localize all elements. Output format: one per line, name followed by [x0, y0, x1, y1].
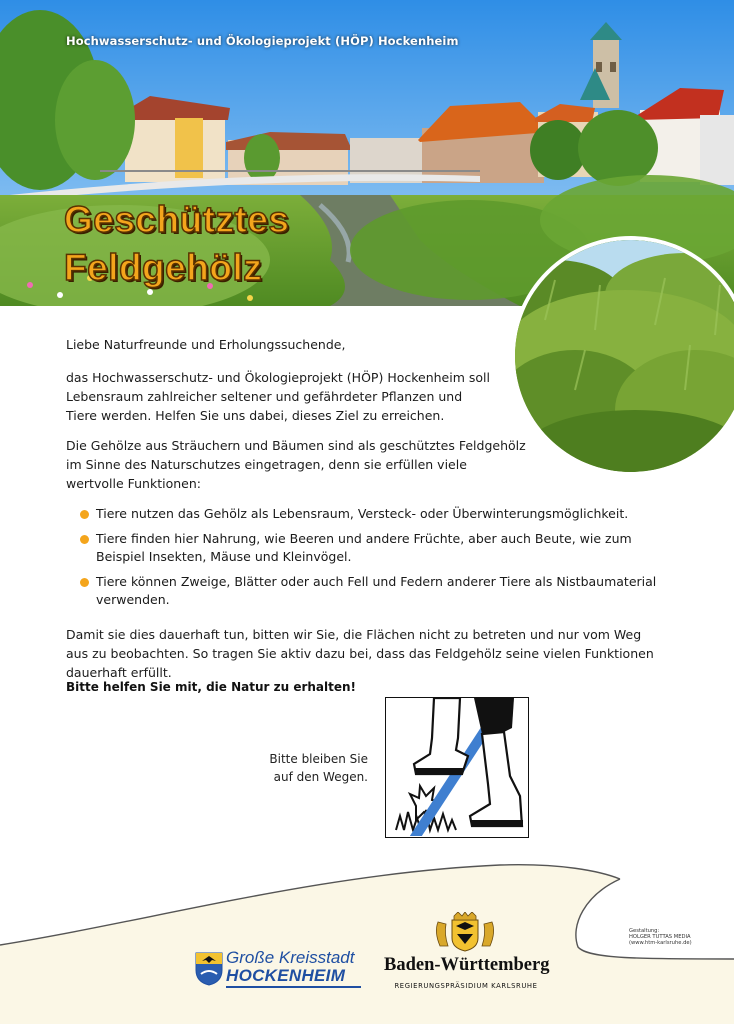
functions-list — [78, 505, 668, 616]
city-underline — [226, 986, 361, 988]
page-title — [64, 196, 290, 292]
list-item: Tiere finden hier Nahrung, wie Beeren und andere Früchte, aber auch Beute, wie zum Beispiel Insekten, Mäuse und Kleinvögel. — [78, 530, 668, 567]
footer — [0, 855, 734, 1024]
request-paragraph: Damit sie dies dauerhaft tun, bitten wir Sie, die Flächen nicht zu betreten und nur vom Weg aus zu beobachten. So tragen Sie aktiv dazu bei, dass das Feldgehölz seine vielen Funktionen dauerhaft erfüllt. — [66, 627, 654, 680]
authority-name: REGIERUNGSPRÄSIDIUM KARLSRUHE — [394, 982, 538, 990]
functions-paragraph: Die Gehölze aus Sträuchern und Bäumen sind als geschütztes Feldgehölz im Sinne des Naturschutzes eingetragen, denn sie erfüllen viele wertvolle Funktionen: — [66, 438, 526, 491]
shrubland-illustration — [515, 240, 734, 472]
greeting: Liebe Naturfreunde und Erholungssuchende, — [66, 337, 346, 352]
project-label: Hochwasserschutz- und Ökologieprojekt (HÖP) Hockenheim — [66, 34, 459, 48]
title-line-2: Feldgehölz — [64, 247, 263, 288]
baden-wuerttemberg-crest-icon — [432, 912, 498, 952]
call-to-action: Bitte helfen Sie mit, die Natur zu erhalten! — [66, 680, 357, 694]
city-name-line-2: HOCKENHEIM — [226, 966, 346, 985]
state-name: Baden-Württemberg — [384, 955, 550, 975]
list-item: Tiere können Zweige, Blätter oder auch Fell und Federn anderer Tiere als Nistbaumaterial verwenden. — [78, 573, 668, 610]
design-credit: Gestaltung: HOLGER TUTTAS MEDIA (www.htm-karlsruhe.de) — [629, 928, 692, 947]
shrub-photo — [511, 236, 734, 476]
no-trampling-sign — [385, 697, 529, 838]
list-item: Tiere nutzen das Gehölz als Lebensraum, Versteck- oder Überwinterungsmöglichkeit. — [78, 505, 668, 524]
bullet-dot-icon — [80, 535, 89, 544]
bullet-dot-icon — [80, 510, 89, 519]
footer-wave-shape — [0, 855, 734, 1024]
hockenheim-crest-icon — [195, 952, 223, 986]
intro-paragraph: das Hochwasserschutz- und Ökologieprojekt (HÖP) Hockenheim soll Lebensraum zahlreicher seltener und gefährdeter Pflanzen und Tiere werden. Helfen Sie uns dabei, dieses Ziel zu erreichen. — [66, 370, 490, 423]
bullet-dot-icon — [80, 578, 89, 587]
boot-on-plant-icon — [386, 698, 527, 836]
stay-on-path-text: Bitte bleiben Sie auf den Wegen. — [269, 752, 368, 784]
city-name-line-1: Große Kreisstadt — [226, 948, 355, 967]
title-line-1: Geschütztes — [64, 199, 290, 240]
